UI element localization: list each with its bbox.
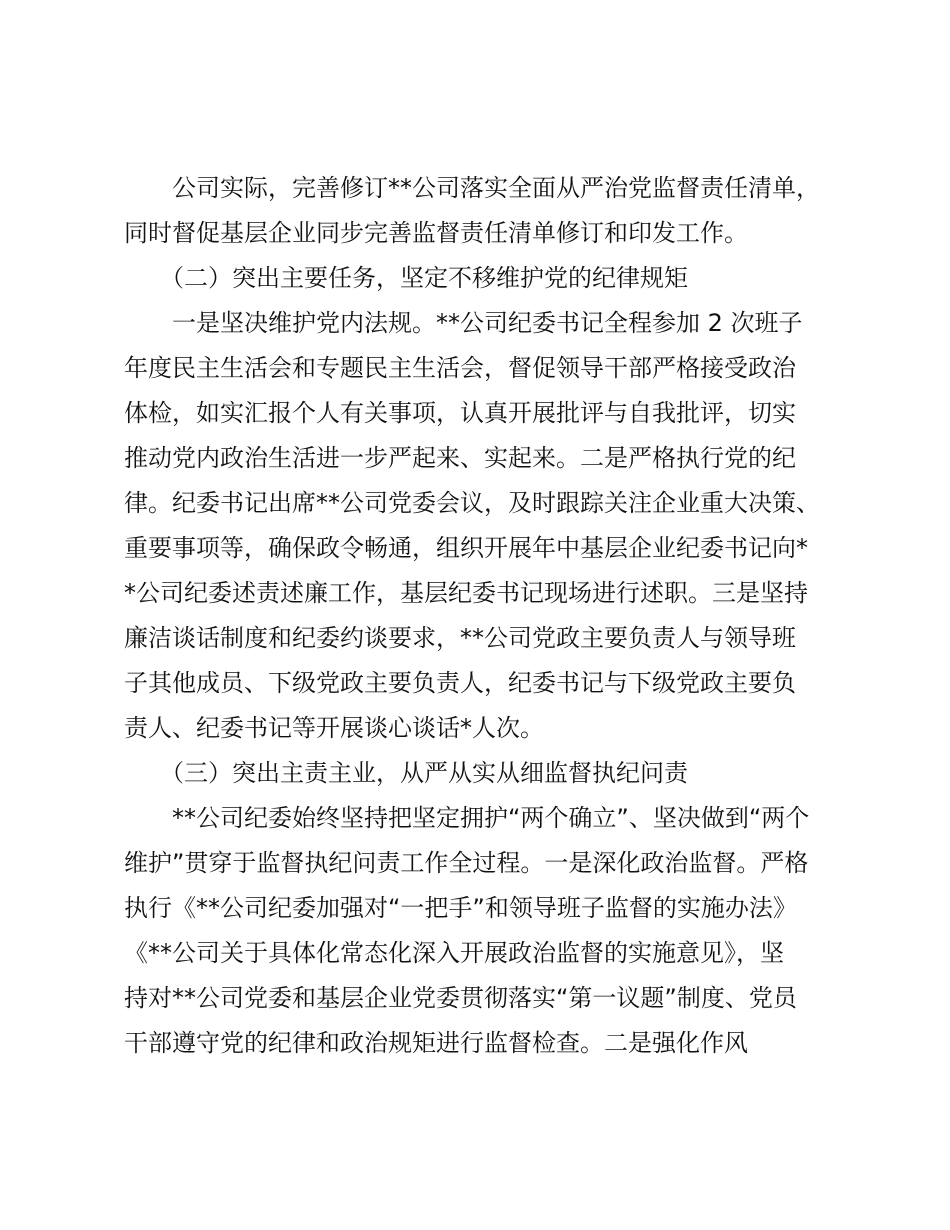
body-text-line: *公司纪委述责述廉工作，基层纪委书记现场进行述职。三是坚持	[124, 579, 808, 607]
body-text-line: 子其他成员、下级党政主要负责人，纪委书记与下级党政主要负	[124, 669, 796, 697]
body-text-line: 《**公司关于具体化常态化深入开展政治监督的实施意见》，坚	[124, 939, 784, 967]
body-text-line: 重要事项等，确保政令畅通，组织开展年中基层企业纪委书记向*	[124, 534, 808, 562]
section-heading: （三）突出主责主业，从严从实从细监督执纪问责	[124, 759, 688, 787]
body-text-line: 持对**公司党委和基层企业党委贯彻落实“第一议题”制度、党员	[124, 984, 797, 1012]
body-text-line: 律。纪委书记出席**公司党委会议，及时跟踪关注企业重大决策、	[124, 489, 820, 517]
body-text-line: 廉洁谈话制度和纪委约谈要求，**公司党政主要负责人与领导班	[124, 624, 796, 652]
body-text-line: 公司实际，完善修订**公司落实全面从严治党监督责任清单，	[124, 174, 820, 202]
body-text-line: 同时督促基层企业同步完善监督责任清单修订和印发工作。	[124, 219, 748, 247]
body-text-line: 干部遵守党的纪律和政治规矩进行监督检查。二是强化作风	[124, 1029, 748, 1057]
body-text-line: 体检，如实汇报个人有关事项，认真开展批评与自我批评，切实	[124, 399, 796, 427]
body-text-line: **公司纪委始终坚持把坚定拥护“两个确立”、坚决做到“两个	[124, 804, 810, 832]
body-text-line: 一是坚决维护党内法规。**公司纪委书记全程参加 2 次班子	[124, 309, 803, 337]
body-text-line: 推动党内政治生活进一步严起来、实起来。二是严格执行党的纪	[124, 444, 796, 472]
body-text-line: 执行《**公司纪委加强对“一把手”和领导班子监督的实施办法》	[124, 894, 797, 922]
body-text-line: 维护”贯穿于监督执纪问责工作全过程。一是深化政治监督。严格	[124, 849, 809, 877]
section-heading: （二）突出主要任务，坚定不移维护党的纪律规矩	[124, 264, 688, 292]
body-text-line: 年度民主生活会和专题民主生活会，督促领导干部严格接受政治	[124, 354, 796, 382]
body-text-line: 责人、纪委书记等开展谈心谈话*人次。	[124, 714, 544, 742]
